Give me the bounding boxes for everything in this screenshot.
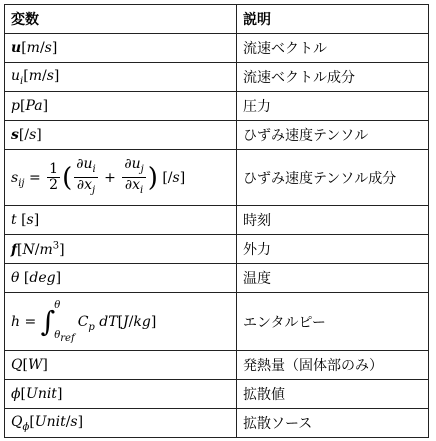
table-row bbox=[5, 92, 429, 121]
table-row bbox=[5, 264, 429, 293]
formula-strain-rate-component: $s_{ij}$ = $\frac{1}{2}$ ( $\frac{\partial u_i}{\partial x_j}$ + $\frac{\partial u_j}{\partial x_i}$ ) [/s] bbox=[11, 156, 186, 196]
table-row bbox=[5, 150, 429, 206]
description-cell: 発熱量（固体部のみ） bbox=[237, 351, 429, 380]
variable-cell bbox=[5, 235, 237, 264]
formula-velocity-component: $u_i[m/s]$ bbox=[11, 67, 60, 87]
formula-strain-rate: s[/s] bbox=[11, 127, 42, 143]
table-row bbox=[5, 293, 429, 351]
formula-enthalpy: h = ∫ θ $\theta_{ref}$ $C_p$ dT[J/kg] bbox=[11, 299, 157, 344]
description-cell: ひずみ速度テンソル成分 bbox=[237, 150, 429, 206]
formula-external-force: $f[N/m^3]$ bbox=[11, 240, 65, 258]
variable-cell bbox=[5, 34, 237, 63]
description-cell: 圧力 bbox=[237, 92, 429, 121]
description-cell: 流速ベクトル bbox=[237, 34, 429, 63]
variable-table bbox=[4, 4, 429, 438]
table-row bbox=[5, 351, 429, 380]
variable-cell bbox=[5, 150, 237, 206]
variable-cell bbox=[5, 206, 237, 235]
formula-diffusion-source: $Q_\phi[Unit/s]$ bbox=[11, 413, 84, 433]
description-cell: 流速ベクトル成分 bbox=[237, 63, 429, 92]
table-row bbox=[5, 380, 429, 409]
table-header-row bbox=[5, 5, 429, 34]
variable-cell bbox=[5, 293, 237, 351]
formula-time: t [s] bbox=[11, 212, 40, 228]
variable-cell bbox=[5, 264, 237, 293]
variable-cell bbox=[5, 63, 237, 92]
formula-temperature: θ [deg] bbox=[11, 270, 62, 286]
formula-pressure: p[Pa] bbox=[11, 98, 49, 114]
variable-cell bbox=[5, 380, 237, 409]
description-cell: 温度 bbox=[237, 264, 429, 293]
formula-velocity: u[m/s] bbox=[11, 40, 58, 56]
formula-diffusion-value: ϕ[Unit] bbox=[11, 386, 63, 402]
variable-cell bbox=[5, 409, 237, 438]
description-cell: 外力 bbox=[237, 235, 429, 264]
table-row bbox=[5, 63, 429, 92]
table-row bbox=[5, 409, 429, 438]
description-cell: 拡散値 bbox=[237, 380, 429, 409]
description-cell: 時刻 bbox=[237, 206, 429, 235]
table-row bbox=[5, 34, 429, 63]
header-description: 説明 bbox=[237, 5, 429, 34]
variable-cell bbox=[5, 92, 237, 121]
header-variable: 変数 bbox=[5, 5, 237, 34]
table-row bbox=[5, 121, 429, 150]
description-cell: エンタルピー bbox=[237, 293, 429, 351]
variable-cell bbox=[5, 121, 237, 150]
variable-cell bbox=[5, 351, 237, 380]
table-row bbox=[5, 235, 429, 264]
table-row bbox=[5, 206, 429, 235]
description-cell: ひずみ速度テンソル bbox=[237, 121, 429, 150]
formula-heat-generation: Q[W] bbox=[11, 357, 48, 373]
description-cell: 拡散ソース bbox=[237, 409, 429, 438]
